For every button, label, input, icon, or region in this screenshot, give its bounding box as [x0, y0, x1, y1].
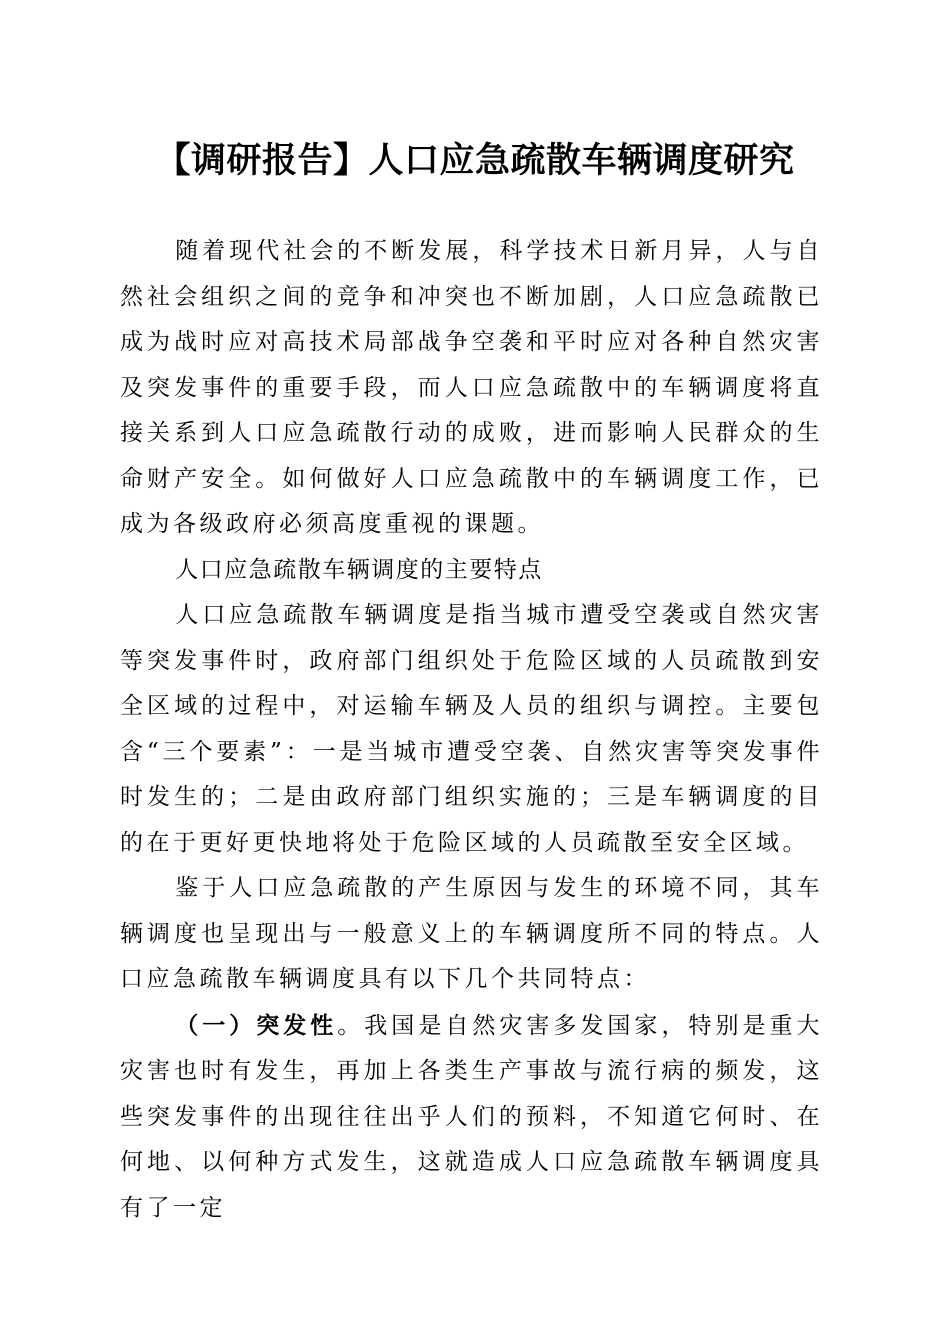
- feature-suddenness-text: 。我国是自然灾害多发国家，特别是重大灾害也时有发生，再加上各类生产事故与流行病的频发，这些突发事件的出现往往出乎人们的预料，不知道它何时、在何地、以何种方式发生，这就造成人口应急疏散车辆调度具有了一定: [120, 1012, 824, 1221]
- document-body: [120, 229, 823, 1231]
- document-title: 【调研报告】人口应急疏散车辆调度研究: [155, 141, 795, 181]
- features-intro-paragraph: 鉴于人口应急疏散的产生原因与发生的环境不同，其车辆调度也呈现出与一般意义上的车辆调度所不同的特点。人口应急疏散车辆调度具有以下几个共同特点：: [120, 875, 823, 992]
- definition-paragraph: 人口应急疏散车辆调度是指当城市遭受空袭或自然灾害等突发事件时，政府部门组织处于危险区域的人员疏散到安全区域的过程中，对运输车辆及人员的组织与调控。主要包含“三个要素”：一是当城市遭受空袭、自然灾害等突发事件时发生的；二是由政府部门组织实施的；三是车辆调度的目的在于更好更快地将处于危险区域的人员疏散至安全区域。: [120, 602, 823, 856]
- section-heading: 人口应急疏散车辆调度的主要特点: [175, 556, 543, 583]
- intro-paragraph: 随着现代社会的不断发展，科学技术日新月异，人与自然社会组织之间的竞争和冲突也不断加剧，人口应急疏散已成为战时应对高技术局部战争空袭和平时应对各种自然灾害及突发事件的重要手段，而人口应急疏散中的车辆调度将直接关系到人口应急疏散行动的成败，进而影响人民群众的生命财产安全。如何做好人口应急疏散中的车辆调度工作，已成为各级政府必须高度重视的课题。: [120, 238, 823, 537]
- feature-suddenness-lead: （一）突发性: [175, 1011, 338, 1039]
- feature-suddenness-paragraph: [120, 1003, 823, 1232]
